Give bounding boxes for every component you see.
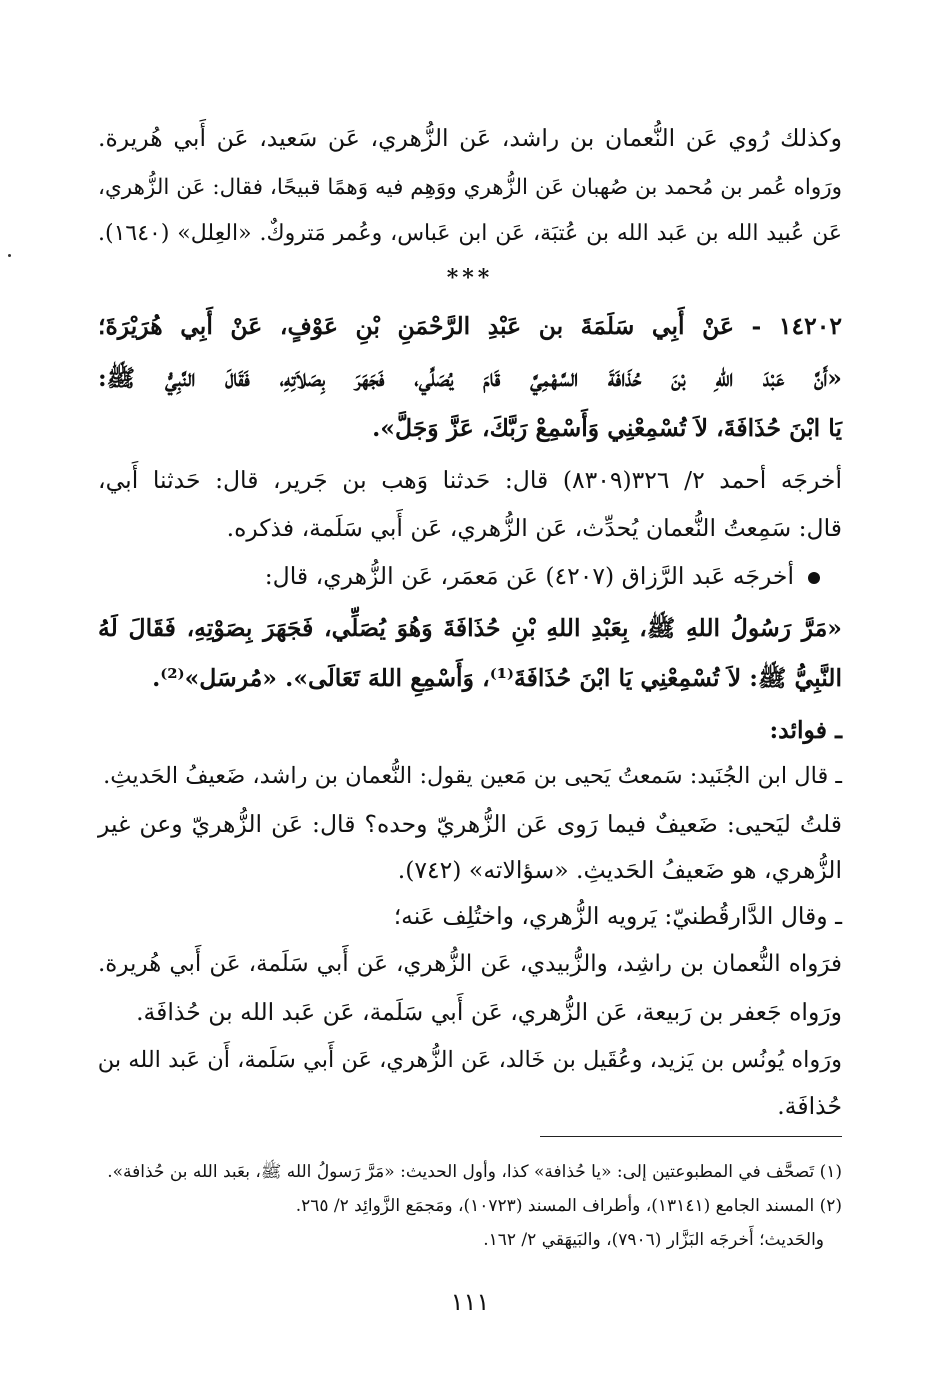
benefit-line-4: ـ وقال الدَّارقُطنيّ: يَرويه الزُّهري، واختُلِف عَنه؛ [393, 902, 842, 930]
scan-speck [8, 254, 11, 257]
benefit-line-6: ورَواه جَعفر بن رَبيعة، عَن الزُّهري، عَن أَبي سَلَمة، عَن عَبد الله بن حُذافَة. [136, 998, 842, 1026]
mursal-text-line-1: «مَرَّ رَسُولُ اللهِ ﷺ، بِعَبْدِ اللهِ بْنِ حُذَافَةَ وَهُوَ يُصَلِّي، فَجَهَرَ بِصَوْتِهِ، فَقَالَ لَهُ [98, 614, 842, 642]
mursal-text-line-2: النَّبِيُّ ﷺ: لاَ تُسْمِعْنِي يَا ابْنَ حُذَافَةَ⁽¹⁾، وَأَسْمِعِ اللهَ تَعَالَى». «مُرسَل»⁽²⁾. [152, 664, 842, 692]
footnote-2-continued: والحَديث؛ أَخرجَه البَزَّار (٧٩٠٦)، والبَيهَقي ٢/ ١٦٢. [483, 1230, 824, 1250]
footnote-1: (١) تَصحَّف في المطبوعتين إلى: «يا حُذافة» كذا، وأول الحديث: «مَرَّ رَسولُ الله ﷺ، بعَبد الله بن حُذافة». [107, 1162, 842, 1182]
text-line-1: وكذلك رُوي عَن النُّعمان بن راشد، عَن الزُّهري، عَن سَعيد، عَن أَبي هُريرة. [98, 124, 842, 152]
benefit-line-7: ورَواه يُونُس بن يَزيد، وعُقَيل بن خَالد، عَن الزُّهري، عَن أَبي سَلَمة، أَن عَبد الله بن [97, 1047, 842, 1073]
page-number: ١١١ [450, 1288, 490, 1316]
takhrij-line-1: أخرجَه أحمد ٢/ ٣٢٦(٨٣٠٩) قال: حَدثنا وَهب بن جَرير، قال: حَدثنا أَبي، [98, 466, 842, 494]
text-line-2: ورَواه عُمر بن مُحمد بن صُهبان عَن الزُّهري ووَهِم فيه وَهمًا قبيحًا، فقال: عَن الزُّهري، [98, 175, 842, 200]
benefit-line-8: حُذافَة. [777, 1092, 842, 1120]
benefit-line-5: فرَواه النُّعمان بن راشِد، والزُّبيدي، عَن الزُّهري، عَن أَبي سَلَمة، عَن أَبي هُريرة. [98, 951, 842, 977]
footnote-divider [540, 1136, 842, 1137]
benefit-line-2: قلتُ ليَحيى: ضَعيفٌ فيما رَوى عَن الزُّهريّ وحده؟ قال: عَن الزُّهريّ وعن غير [98, 810, 842, 838]
benefit-line-1: ـ قال ابن الجُنَيد: سَمعتُ يَحيى بن مَعين يقول: النُّعمان بن راشد، ضَعيفُ الحَديثِ. [103, 763, 842, 789]
text-line-3: عَن عُبيد الله بن عَبد الله بن عُتبَة، عَن ابن عَباس، وعُمر مَتروكٌ. «العِلل» (١٦٤٠). [98, 221, 842, 246]
benefits-heading: ـ فوائد: [769, 716, 842, 744]
hadith-heading: ١٤٢٠٢ - عَنْ أَبِي سَلَمَةَ بن عَبْدِ الرَّحْمَنِ بْنِ عَوْفٍ، عَنْ أَبِي هُرَيْرَةَ؛ [98, 312, 842, 340]
bullet-icon [808, 572, 820, 584]
hadith-text-line-1: «أَنَّ عَبْدَ اللهِ بْنَ حُذَافَةَ السَّهْمِيَّ قَامَ يُصَلِّي، فَجَهَرَ بِصَلاَتِهِ، فَقَالَ النَّبِيُّ ﷺ: [98, 364, 842, 392]
takhrij-line-2: قال: سَمِعتُ النُّعمان يُحدِّث، عَن الزُّهري، عَن أَبي سَلَمة، فذكره. [226, 514, 842, 542]
footnote-2: (٢) المسند الجامع (١٣١٤١)، وأطراف المسند (١٠٧٢٣)، ومَجمَع الزَّوائِد ٢/ ٢٦٥. [295, 1196, 842, 1216]
section-separator: *** [446, 265, 494, 291]
takhrij-bullet-line [98, 556, 820, 596]
takhrij-bullet-text: أخرجَه عَبد الرَّزاق (٤٢٠٧) عَن مَعمَر، عَن الزُّهري، قال: [264, 562, 794, 590]
hadith-text-line-2: يَا ابْنَ حُذَافَةَ، لاَ تُسْمِعْنِي وَأَسْمِعْ رَبَّكَ، عَزَّ وَجَلَّ». [372, 414, 842, 442]
benefit-line-3: الزُّهري، هو ضَعيفُ الحَديثِ. «سؤالاته» (٧٤٢). [397, 856, 842, 884]
